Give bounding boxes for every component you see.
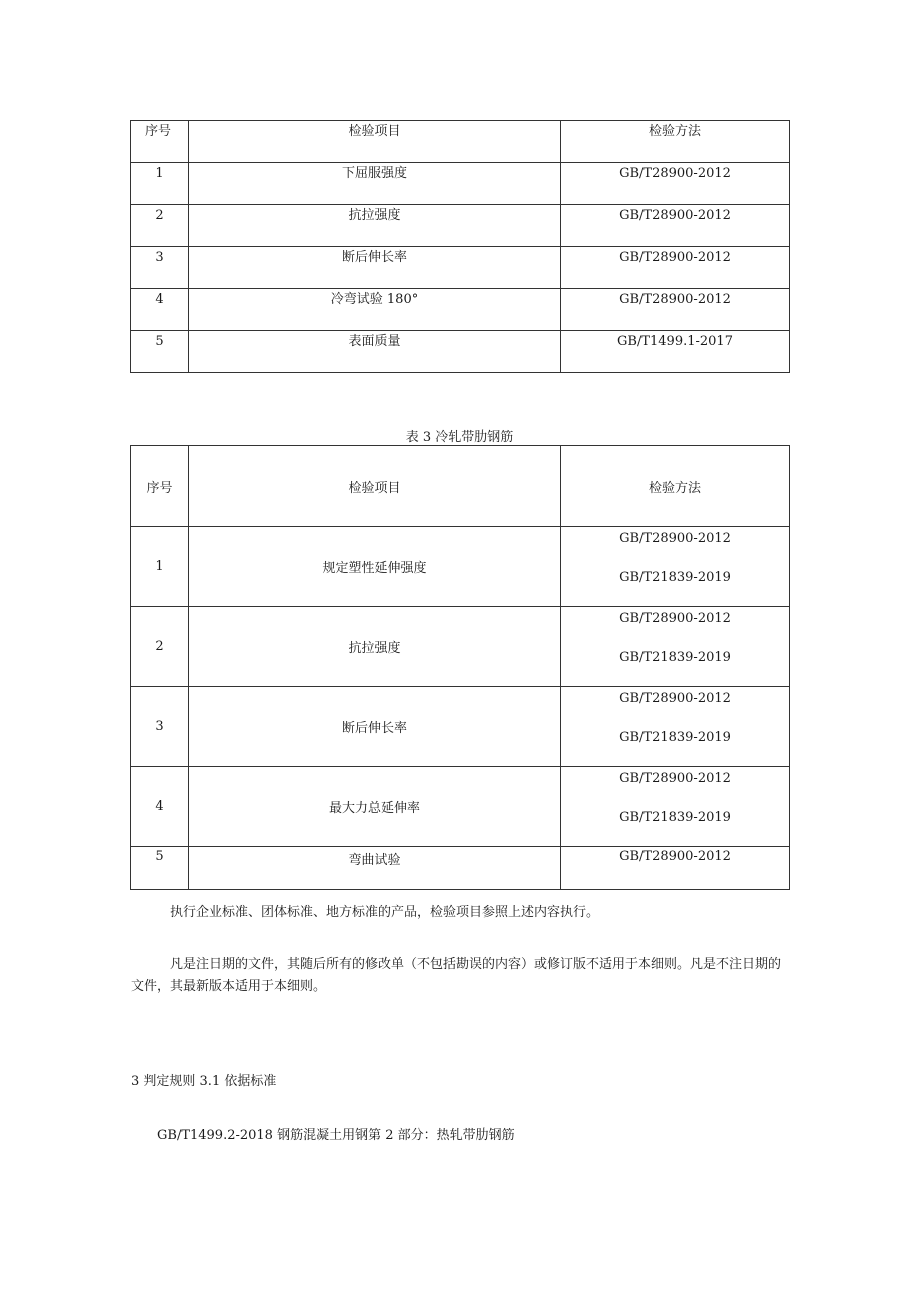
table-row <box>131 687 790 767</box>
row-method: GB/T28900-2012 <box>561 247 790 289</box>
row-no: 1 <box>131 163 189 205</box>
row-method: GB/T28900-2012 <box>561 163 790 205</box>
row-no: 4 <box>131 767 189 847</box>
standard-reference: GB/T1499.2-2018 钢筋混凝土用钢第 2 部分：热轧带肋钢筋 <box>157 1128 515 1143</box>
row-no: 2 <box>131 205 189 247</box>
row-method: GB/T28900-2012 <box>619 530 731 546</box>
row-methods <box>561 607 790 687</box>
row-item: 规定塑性延伸强度 <box>189 527 561 607</box>
table-row <box>131 607 790 687</box>
row-no: 1 <box>131 527 189 607</box>
table-header-row <box>131 446 790 527</box>
header-item: 检验项目 <box>189 121 561 163</box>
row-methods <box>561 687 790 767</box>
header-method: 检验方法 <box>561 121 790 163</box>
row-item: 下屈服强度 <box>189 163 561 205</box>
header-no: 序号 <box>131 446 189 527</box>
row-no: 2 <box>131 607 189 687</box>
row-item: 断后伸长率 <box>189 247 561 289</box>
row-method: GB/T28900-2012 <box>561 205 790 247</box>
row-item: 表面质量 <box>189 331 561 373</box>
row-method: GB/T21839-2019 <box>619 729 731 745</box>
row-method: GB/T28900-2012 <box>561 847 790 890</box>
row-method: GB/T21839-2019 <box>619 569 731 585</box>
section-heading: 3 判定规则 3.1 依据标准 <box>131 1074 277 1089</box>
row-method: GB/T1499.1-2017 <box>561 331 790 373</box>
header-no: 序号 <box>131 121 189 163</box>
inspection-table-1 <box>130 120 790 373</box>
table-caption: 表 3 冷轧带肋钢筋 <box>405 430 514 445</box>
row-item: 弯曲试验 <box>189 847 561 890</box>
paragraph-dated-docs-note: 凡是注日期的文件，其随后所有的修改单（不包括勘误的内容）或修订版不适用于本细则。凡是不注日期的文件，其最新版本适用于本细则。 <box>131 957 782 994</box>
paragraph-scope-note: 执行企业标准、团体标准、地方标准的产品，检验项目参照上述内容执行。 <box>170 905 600 920</box>
row-methods <box>561 767 790 847</box>
row-no: 4 <box>131 289 189 331</box>
row-item: 抗拉强度 <box>189 205 561 247</box>
table-row <box>131 527 790 607</box>
table-row <box>131 331 790 373</box>
inspection-table-2 <box>130 445 790 890</box>
row-item: 最大力总延伸率 <box>189 767 561 847</box>
row-methods <box>561 527 790 607</box>
row-item: 断后伸长率 <box>189 687 561 767</box>
table-row <box>131 247 790 289</box>
row-method: GB/T21839-2019 <box>619 809 731 825</box>
row-no: 5 <box>131 847 189 890</box>
row-item: 冷弯试验 180° <box>189 289 561 331</box>
table-row <box>131 847 790 890</box>
header-item: 检验项目 <box>189 446 561 527</box>
table-row <box>131 767 790 847</box>
row-no: 5 <box>131 331 189 373</box>
table-row <box>131 205 790 247</box>
row-method: GB/T28900-2012 <box>619 770 731 786</box>
table-row <box>131 163 790 205</box>
row-method: GB/T28900-2012 <box>619 690 731 706</box>
row-no: 3 <box>131 687 189 767</box>
row-method: GB/T28900-2012 <box>619 610 731 626</box>
row-method: GB/T28900-2012 <box>561 289 790 331</box>
row-method: GB/T21839-2019 <box>619 649 731 665</box>
header-method: 检验方法 <box>561 446 790 527</box>
table-row <box>131 289 790 331</box>
row-item: 抗拉强度 <box>189 607 561 687</box>
row-no: 3 <box>131 247 189 289</box>
table-header-row <box>131 121 790 163</box>
